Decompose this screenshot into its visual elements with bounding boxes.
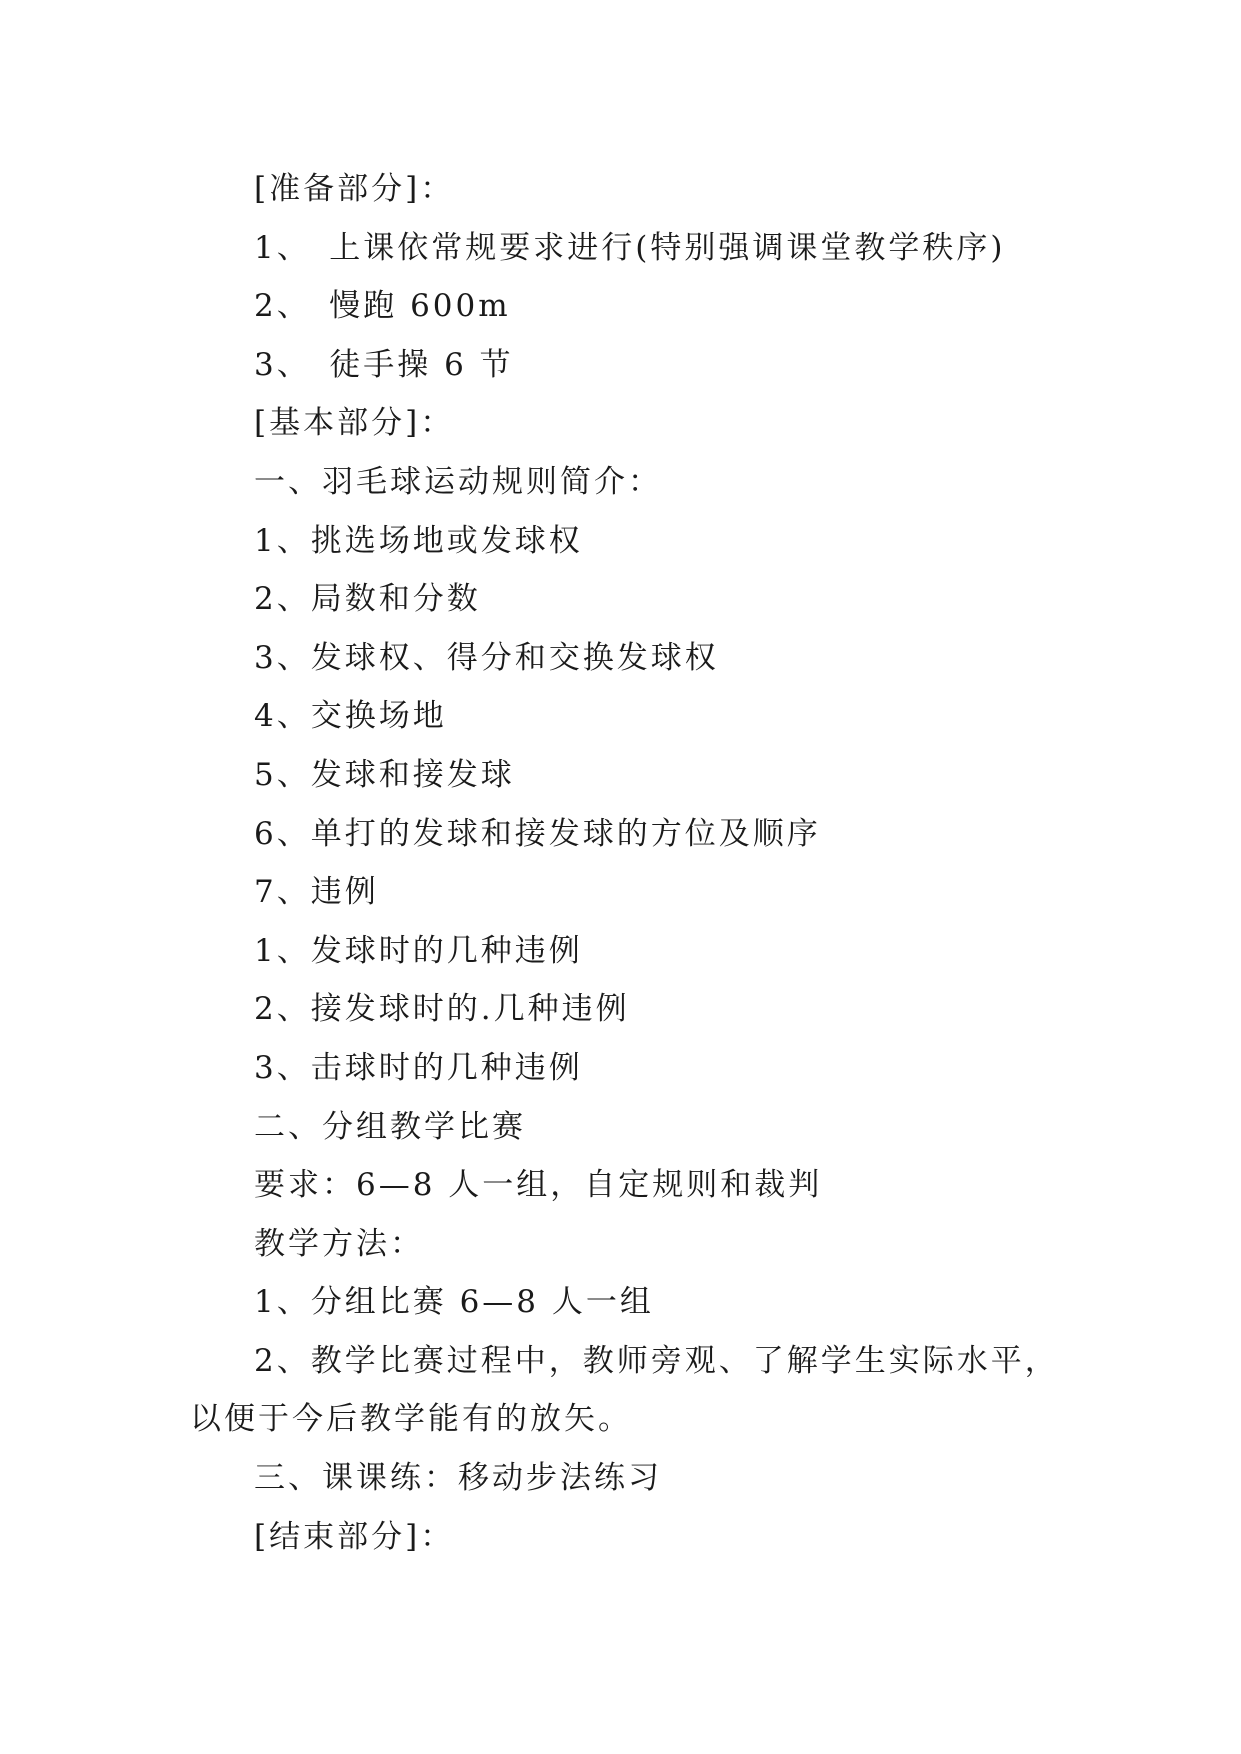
document-body	[190, 160, 1070, 1566]
list-item: 2、局数和分数	[254, 581, 481, 618]
list-item: 3、击球时的几种违例	[254, 1049, 583, 1086]
list-item: 3、发球权、得分和交换发球权	[254, 639, 719, 676]
method-heading: 教学方法：	[254, 1225, 424, 1262]
list-item: 6、单打的发球和接发球的方位及顺序	[254, 815, 821, 852]
list-item: 2、教学比赛过程中，教师旁观、了解学生实际水平，	[254, 1342, 1059, 1379]
list-item: 1、 上课依常规要求进行(特别强调课堂教学秩序)	[254, 229, 1006, 266]
list-item-continuation: 以便于今后教学能有的放矢。	[190, 1401, 632, 1438]
list-item: 2、 慢跑 600m	[254, 288, 511, 325]
subsection-heading-rules: 一、羽毛球运动规则简介：	[254, 463, 662, 500]
section-heading-basic: [基本部分]：	[254, 405, 455, 442]
requirement-text: 要求：6—8 人一组，自定规则和裁判	[254, 1167, 823, 1204]
section-heading-ending: [结束部分]：	[254, 1518, 455, 1555]
list-item: 1、分组比赛 6—8 人一组	[254, 1284, 654, 1321]
subsection-heading-practice: 三、课课练：移动步法练习	[254, 1460, 662, 1497]
list-item: 2、接发球时的.几种违例	[254, 991, 630, 1028]
list-item: 1、发球时的几种违例	[254, 932, 583, 969]
list-item: 3、 徒手操 6 节	[254, 346, 514, 383]
subsection-heading-match: 二、分组教学比赛	[254, 1108, 526, 1145]
list-item: 4、交换场地	[254, 698, 447, 735]
list-item: 7、违例	[254, 874, 379, 911]
list-item: 1、挑选场地或发球权	[254, 522, 583, 559]
list-item: 5、发球和接发球	[254, 756, 515, 793]
section-heading-preparation: [准备部分]：	[254, 171, 455, 207]
